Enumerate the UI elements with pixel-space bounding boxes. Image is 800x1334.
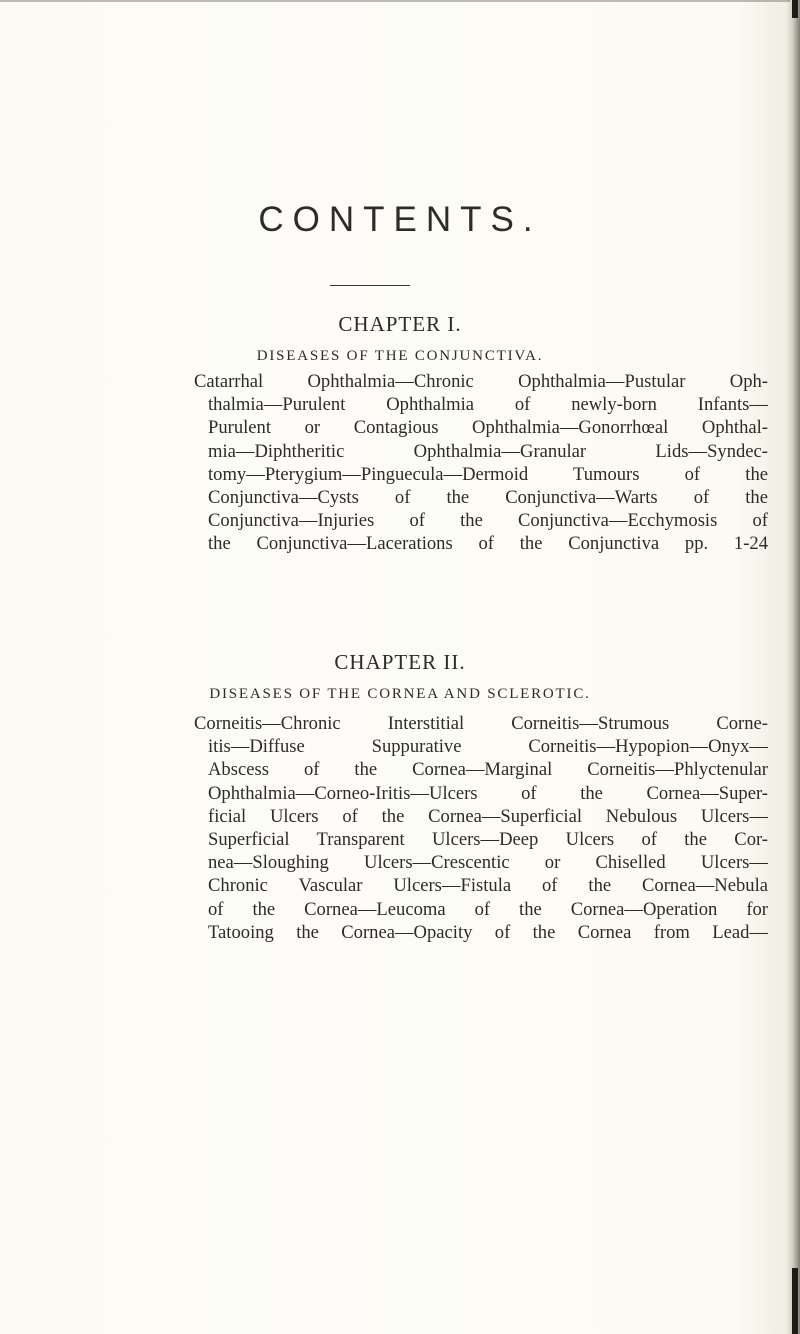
text-line: nea—Sloughing Ulcers—Crescentic or Chiselled Ulcers— — [208, 852, 768, 874]
text-line: the Conjunctiva—Lacerations of the Conjunctiva pp. 1-24 — [208, 533, 768, 555]
text-line: Corneitis—Chronic Interstitial Corneitis—Strumous Corne- — [194, 713, 768, 734]
scan-edge-mark-bottom — [792, 1268, 798, 1334]
page-top-edge — [0, 0, 790, 2]
text-line: itis—Diffuse Suppurative Corneitis—Hypopion—Onyx— — [208, 736, 768, 758]
heading-divider — [330, 285, 410, 286]
chapter-2-subtitle: DISEASES OF THE CORNEA AND SCLEROTIC. — [209, 686, 591, 702]
text-line: Chronic Vascular Ulcers—Fistula of the Cornea—Nebula — [208, 875, 768, 897]
text-line: ficial Ulcers of the Cornea—Superficial Nebulous Ulcers— — [208, 805, 768, 827]
chapter-1-subtitle: DISEASES OF THE CONJUNCTIVA. — [256, 348, 544, 364]
text-line: thalmia—Purulent Ophthalmia of newly-born Infants— — [208, 394, 768, 416]
text-line: Superficial Transparent Ulcers—Deep Ulcers of the Cor- — [208, 829, 768, 851]
text-line: Abscess of the Cornea—Marginal Corneitis—Phlyctenular — [208, 759, 768, 781]
text-line: Ophthalmia—Corneo-Iritis—Ulcers of the Cornea—Super- — [208, 782, 768, 804]
chapter-2-contents — [194, 712, 768, 944]
text-line: Conjunctiva—Cysts of the Conjunctiva—Warts of the — [208, 487, 768, 509]
scan-edge-mark-top — [792, 0, 798, 18]
text-line: tomy—Pterygium—Pinguecula—Dermoid Tumours of the — [208, 463, 768, 485]
text-line: Catarrhal Ophthalmia—Chronic Ophthalmia—Pustular Oph- — [194, 371, 768, 392]
text-line: Purulent or Contagious Ophthalmia—Gonorrhœal Ophthal- — [208, 417, 768, 439]
text-line: of the Cornea—Leucoma of the Cornea—Operation for — [208, 898, 768, 920]
chapter-1-contents — [194, 370, 768, 556]
text-line: Tatooing the Cornea—Opacity of the Cornea from Lead— — [208, 921, 768, 943]
chapter-2-title: CHAPTER II. — [334, 650, 466, 674]
chapter-1-title: CHAPTER I. — [338, 312, 462, 336]
text-line: Conjunctiva—Injuries of the Conjunctiva—Ecchymosis of — [208, 510, 768, 532]
text-line: mia—Diphtheritic Ophthalmia—Granular Lids—Syndec- — [208, 440, 768, 462]
contents-heading: CONTENTS. — [258, 200, 542, 239]
